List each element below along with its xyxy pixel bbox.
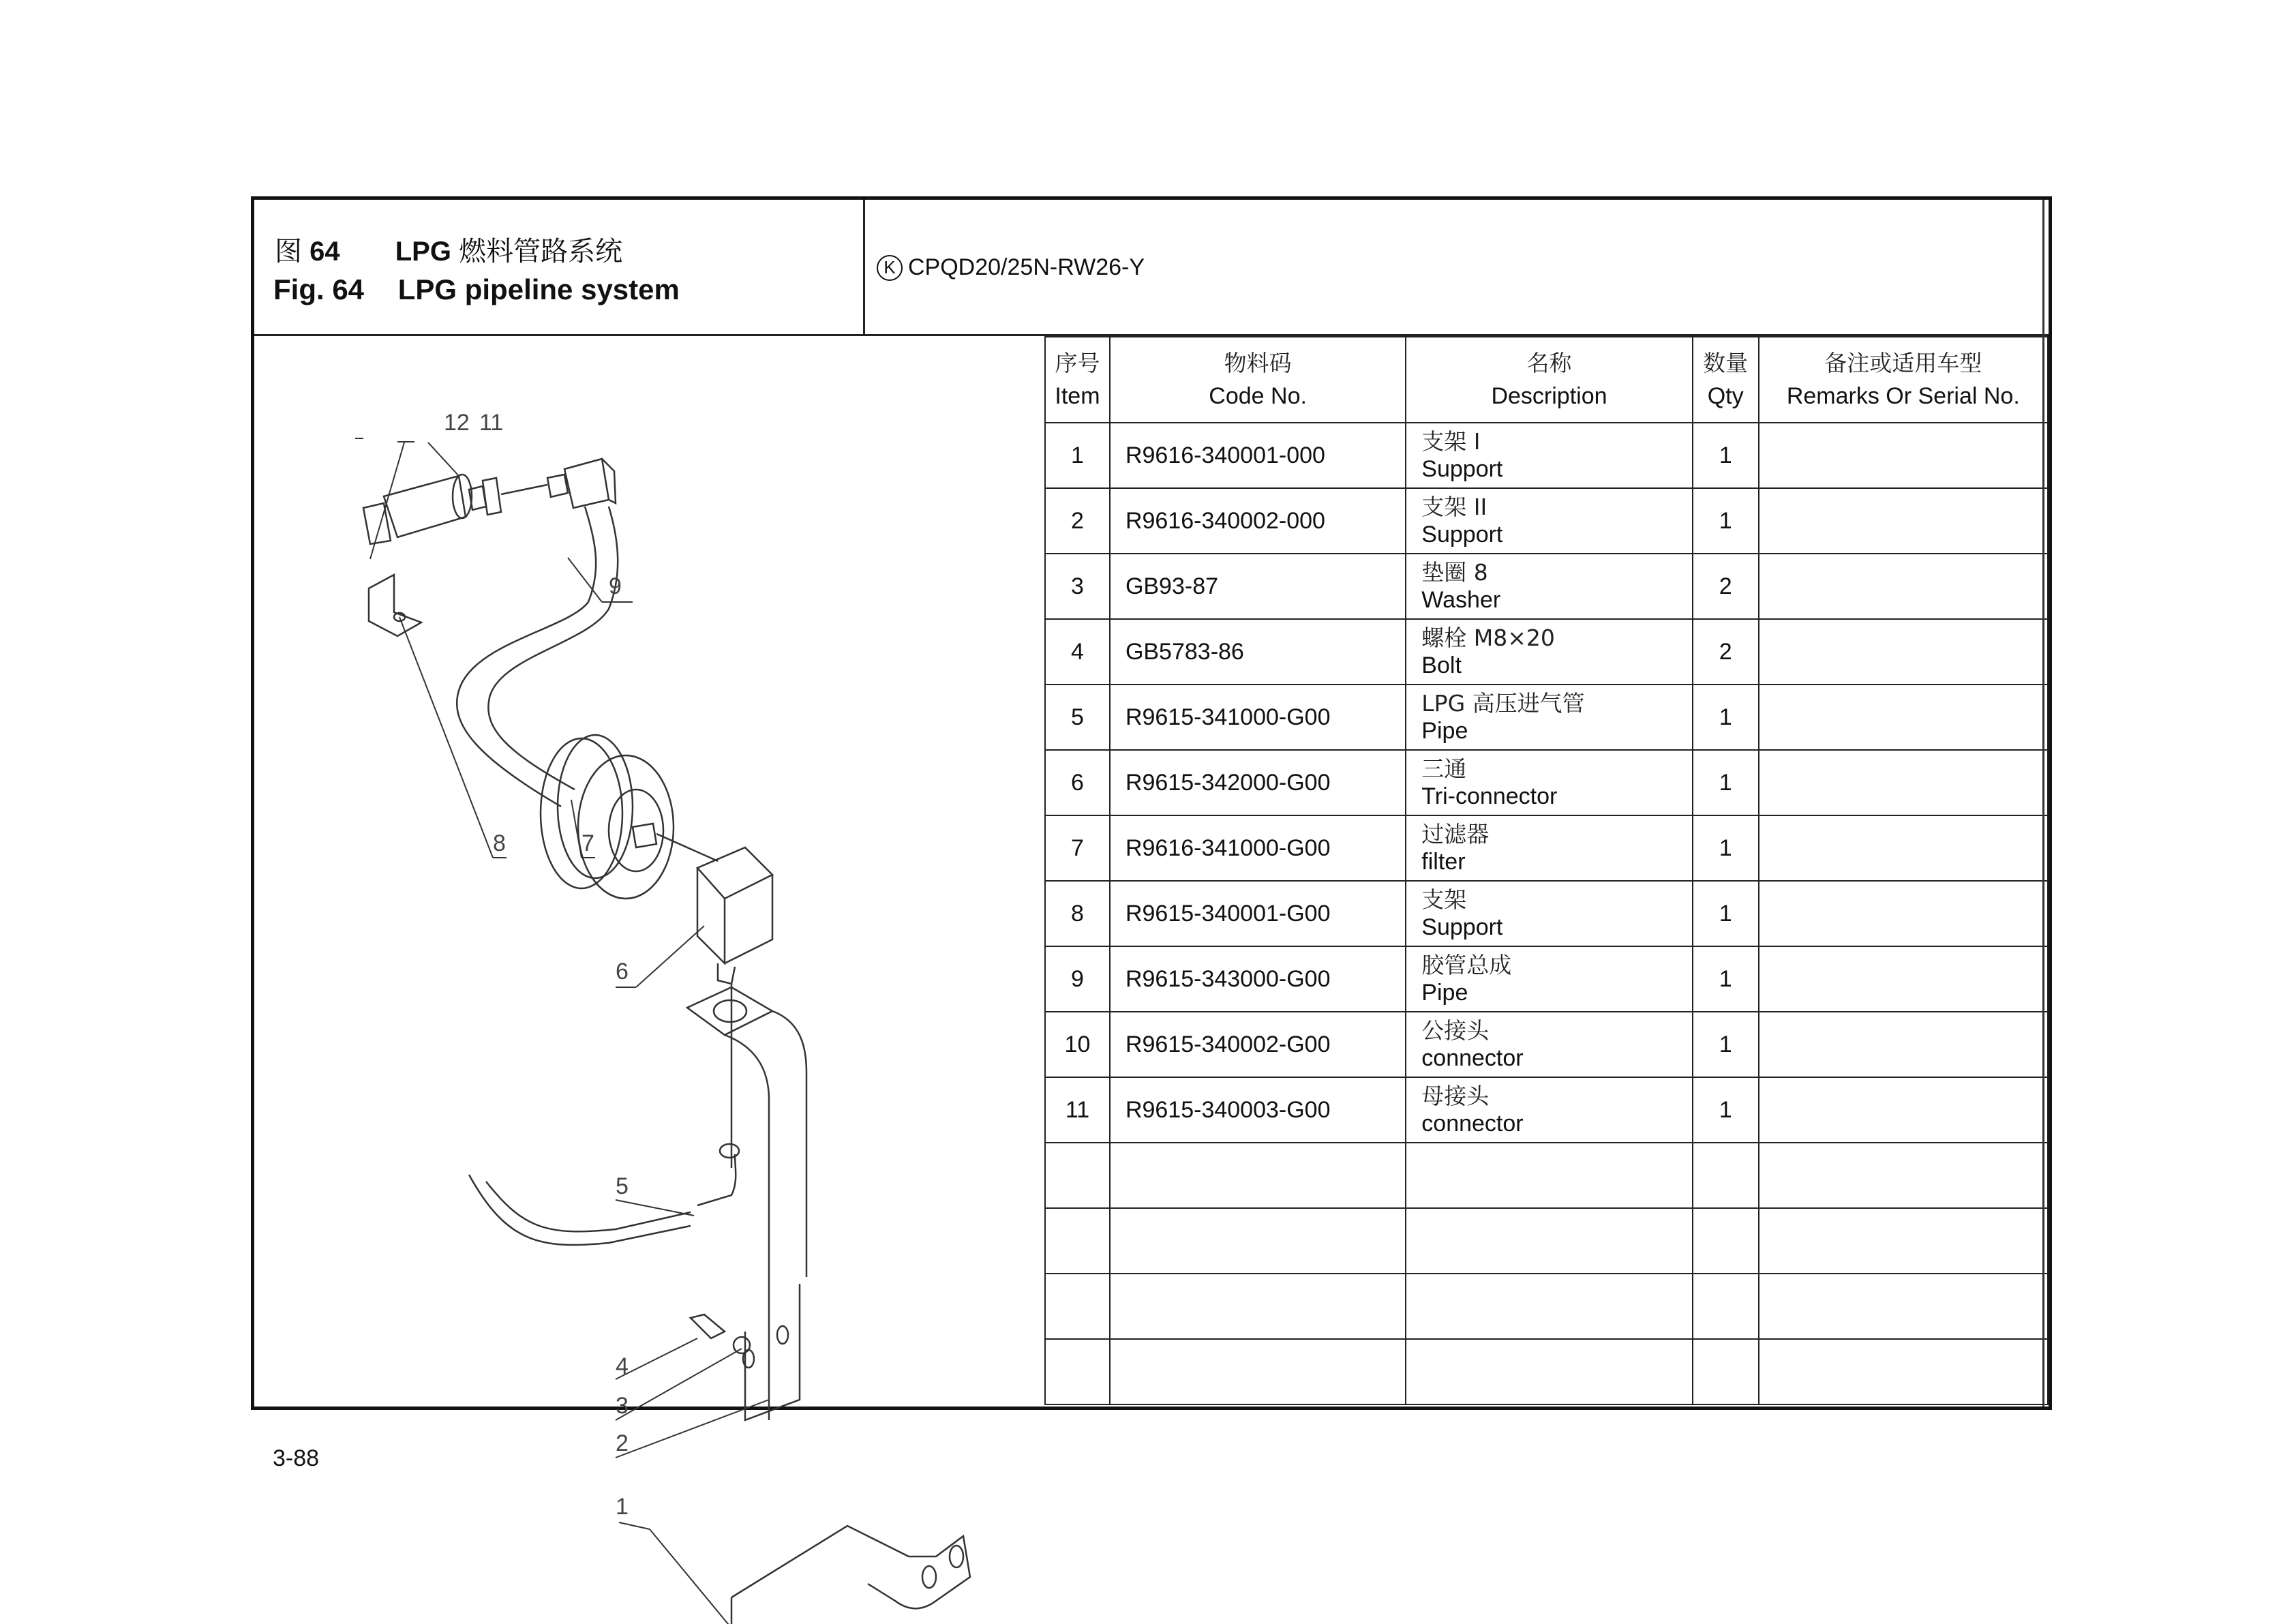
model-code-text: CPQD20/25N-RW26-Y bbox=[908, 254, 1145, 280]
table-row: 10 R9615-340002-G00 公接头 connector 1 bbox=[1045, 1012, 2048, 1077]
svg-text:3: 3 bbox=[616, 1393, 629, 1419]
circled-k-icon: K bbox=[877, 255, 903, 281]
figure-title-cn bbox=[275, 230, 622, 269]
header-split bbox=[863, 200, 865, 336]
svg-text:9: 9 bbox=[609, 573, 622, 599]
col-header-remarks: 备注或适用车型 Remarks Or Serial No. bbox=[1759, 337, 2048, 423]
figure-number: 64 bbox=[309, 237, 340, 267]
figure-label-cn: 图 bbox=[275, 236, 302, 267]
parts-table-header-row bbox=[1045, 337, 2048, 423]
table-row: 2 R9616-340002-000 支架 II Support 1 bbox=[1045, 488, 2048, 554]
callout-numbers bbox=[444, 410, 629, 1520]
part-4-bolt bbox=[691, 1314, 725, 1338]
table-row: 1 R9616-340001-000 支架 I Support 1 bbox=[1045, 423, 2048, 488]
col-header-description: 名称 Description bbox=[1406, 337, 1692, 423]
col-header-qty: 数量 Qty bbox=[1693, 337, 1759, 423]
table-row: 8 R9615-340001-G00 支架 Support 1 bbox=[1045, 881, 2048, 946]
table-row: 5 R9615-341000-G00 LPG 高压进气管 Pipe 1 bbox=[1045, 685, 2048, 750]
figure-title-en bbox=[273, 273, 680, 306]
table-row: 9 R9615-343000-G00 胶管总成 Pipe 1 bbox=[1045, 946, 2048, 1012]
part-11-elbow bbox=[547, 459, 616, 508]
part-5-pipe bbox=[469, 1144, 739, 1245]
table-row: 11 R9615-340003-G00 母接头 connector 1 bbox=[1045, 1077, 2048, 1143]
part-7-filter bbox=[541, 735, 674, 899]
part-3-washer bbox=[734, 1337, 750, 1353]
svg-text:11: 11 bbox=[479, 410, 504, 436]
col-header-code: 物料码 Code No. bbox=[1110, 337, 1406, 423]
part-12-connector bbox=[363, 475, 547, 544]
part-9-pipe bbox=[457, 507, 596, 807]
svg-text:7: 7 bbox=[581, 830, 594, 856]
svg-text:1: 1 bbox=[616, 1494, 629, 1520]
title-cn-lpg: LPG bbox=[395, 237, 451, 267]
table-row-empty bbox=[1045, 1143, 2048, 1208]
title-cn-text: 燃料管路系统 bbox=[459, 236, 623, 267]
parts-table bbox=[1044, 336, 2049, 1405]
model-code bbox=[877, 254, 1145, 281]
table-row-empty bbox=[1045, 1208, 2048, 1274]
table-row: 4 GB5783-86 螺栓 M8×20 Bolt 2 bbox=[1045, 619, 2048, 685]
part-8-bracket bbox=[369, 575, 421, 636]
svg-text:12: 12 bbox=[444, 410, 470, 436]
table-row: 7 R9616-341000-G00 过滤器 filter 1 bbox=[1045, 815, 2048, 881]
title-en-text: LPG pipeline system bbox=[397, 273, 680, 305]
table-row-empty bbox=[1045, 1339, 2048, 1404]
page-number: 3-88 bbox=[273, 1445, 320, 1471]
svg-text:6: 6 bbox=[616, 959, 629, 984]
table-row: 3 GB93-87 垫圈 8 Washer 2 bbox=[1045, 554, 2048, 619]
svg-text:8: 8 bbox=[493, 830, 506, 856]
figure-label-en: Fig. 64 bbox=[273, 273, 365, 305]
callout-leaders bbox=[355, 438, 769, 1624]
svg-text:4: 4 bbox=[616, 1353, 629, 1379]
table-row-empty bbox=[1045, 1274, 2048, 1339]
table-row: 6 R9615-342000-G00 三通 Tri-connector 1 bbox=[1045, 750, 2048, 815]
part-1-support bbox=[711, 1526, 970, 1624]
svg-text:5: 5 bbox=[616, 1173, 629, 1199]
svg-text:2: 2 bbox=[616, 1430, 629, 1456]
part-6-tri-connector bbox=[697, 847, 772, 984]
col-header-item: 序号 Item bbox=[1045, 337, 1110, 423]
